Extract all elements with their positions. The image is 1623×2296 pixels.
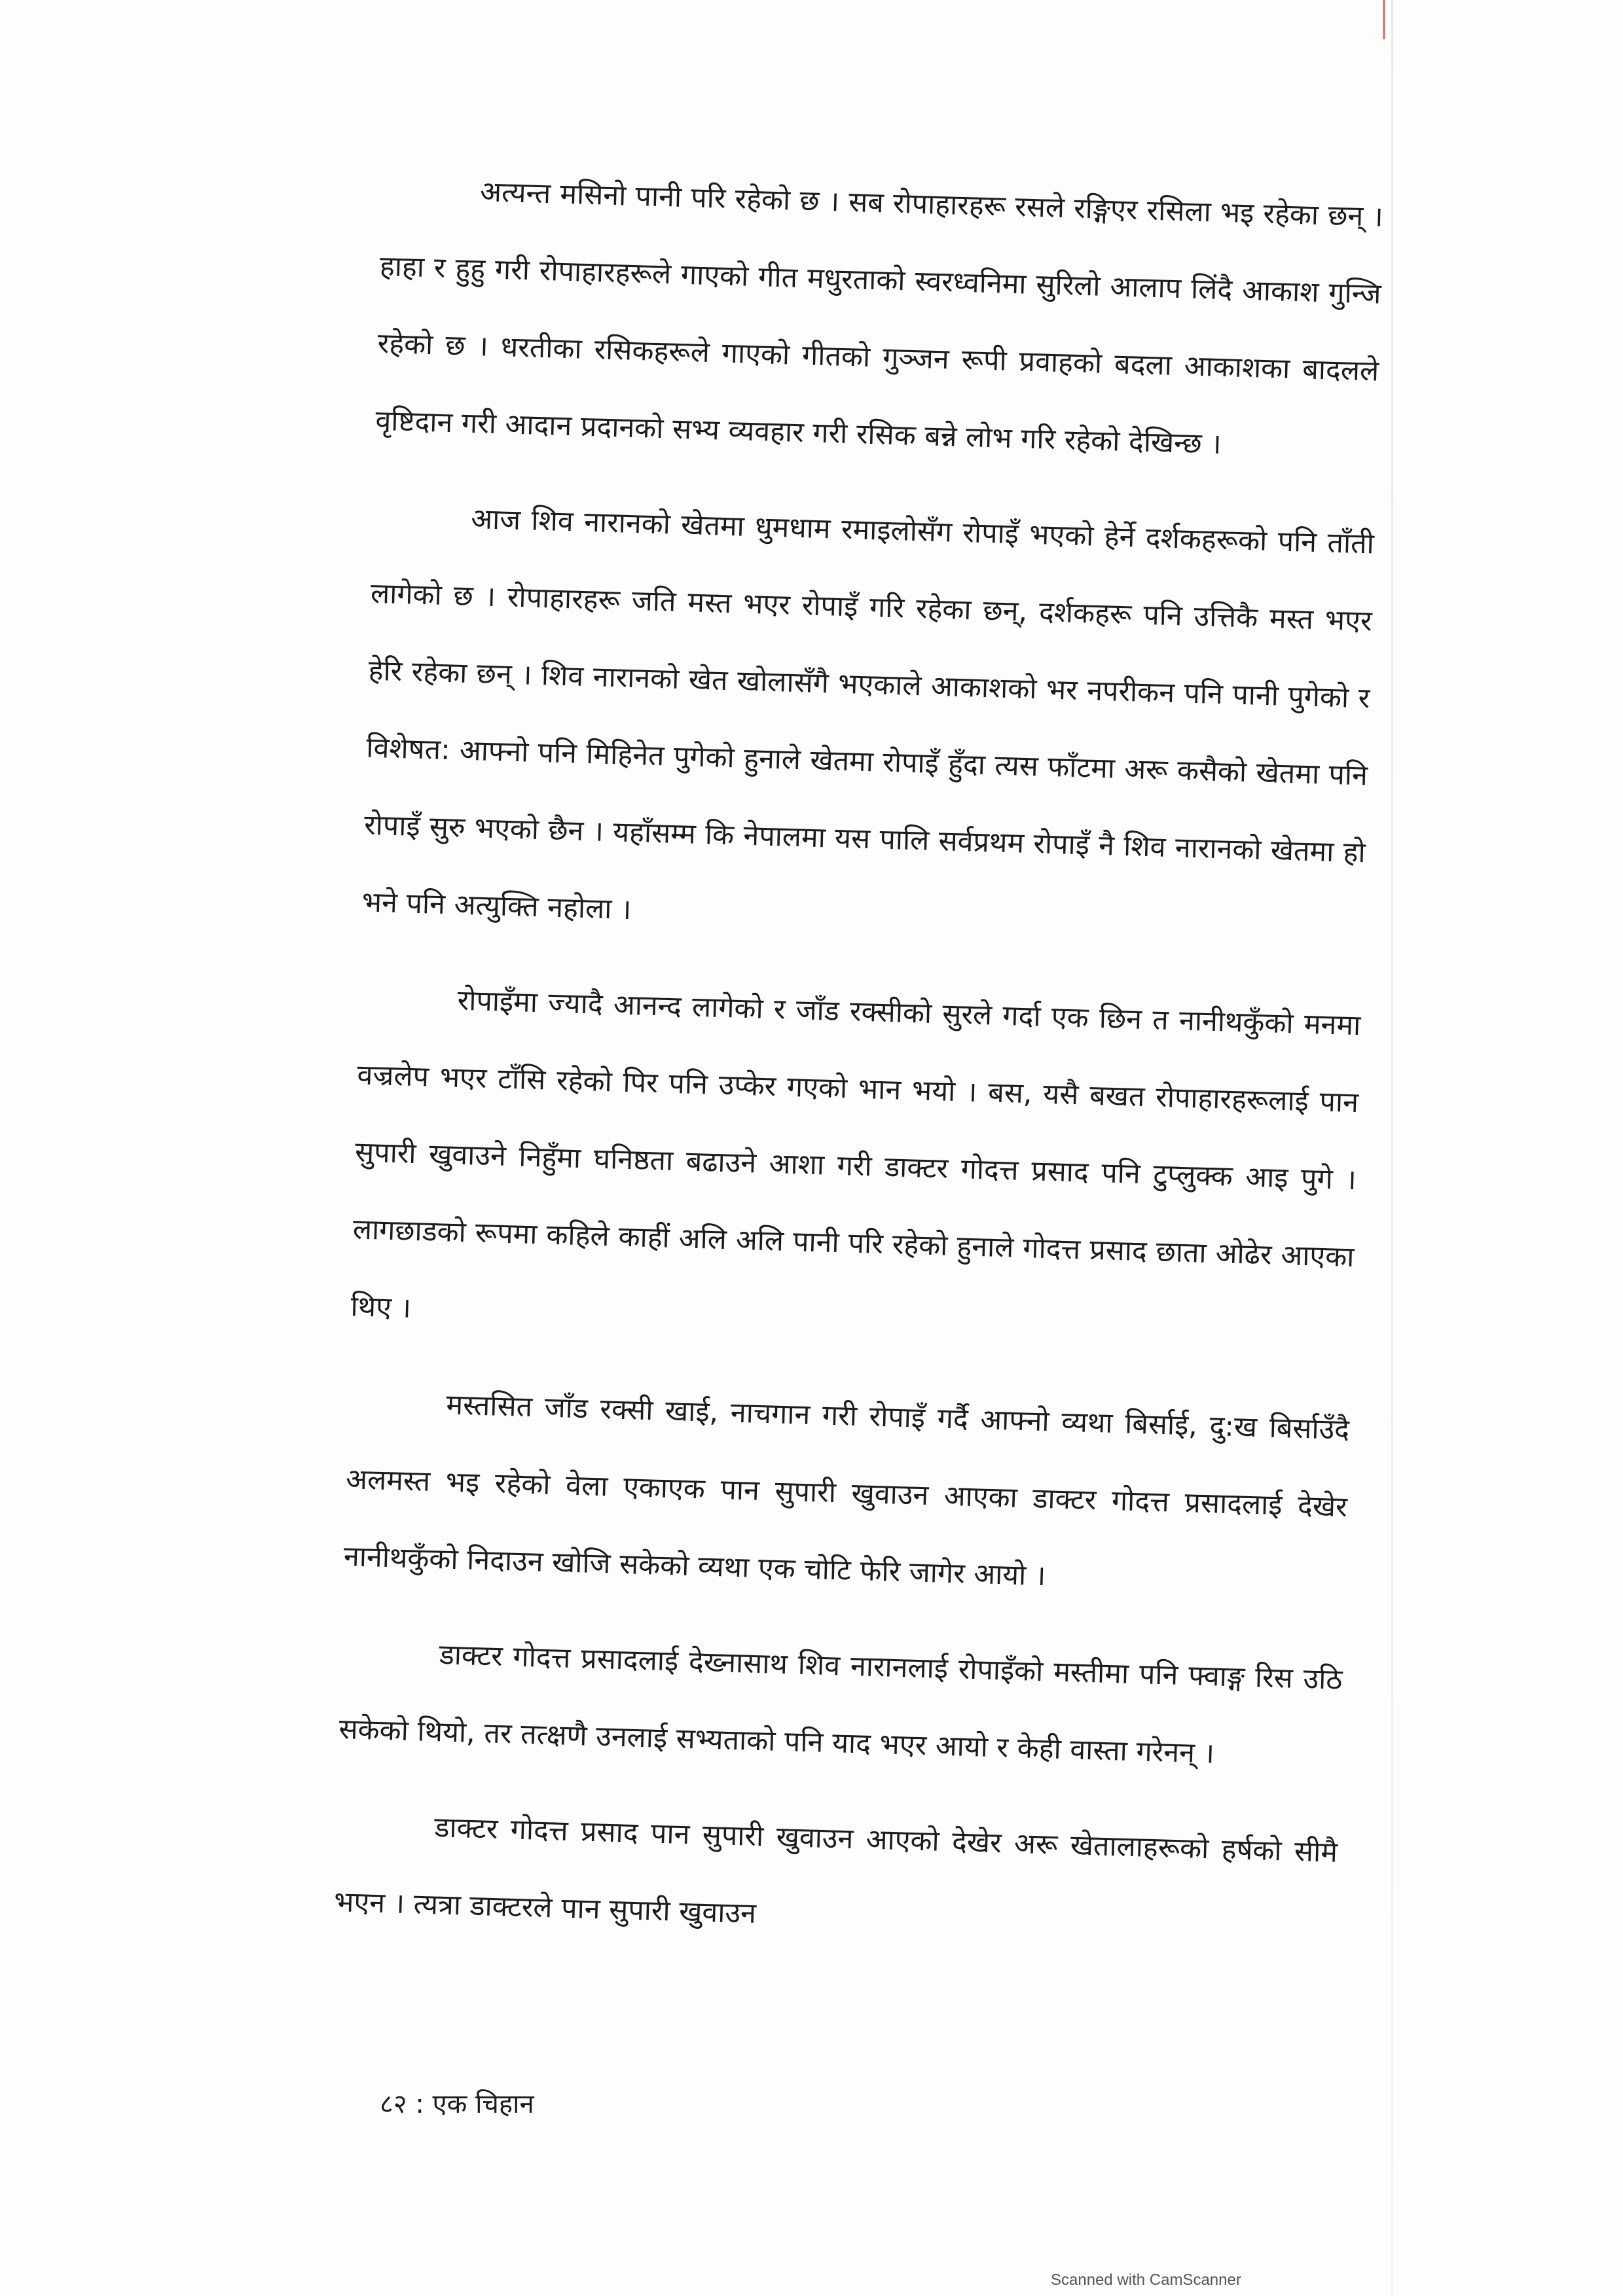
book-title: एक चिहान [432,2089,534,2119]
paragraph-2: आज शिव नारानको खेतमा धुमधाम रमाइलोसँग रोपाइँ भएको हेर्ने दर्शकहरूको पनि ताँती लागेको छ । रोपाहारहरू जति मस्त भएर रोपाइँ गरि रहेका छन्, दर्शकहरू पनि उत्तिकै मस्त भएर हेरि रहेका छन् । शिव नारानको खेत खोलासँगै भएकाले आकाशको भर नपरीकन पनि पानी पुगेको र विशेषत: आफ्नो पनि मिहिनेत पुगेको हुनाले खेतमा रोपाइँ हुँदा त्यस फाँटमा अरू कसैको खेतमा पनि रोपाइँ सुरु भएको छैन । यहाँसम्म कि नेपालमा यस पालि सर्वप्रथम रोपाइँ नै शिव नारानको खेतमा हो भने पनि अत्युक्ति नहोला । [361,502,1375,927]
paragraph-5: डाक्टर गोदत्त प्रसादलाई देख्नासाथ शिव नारानलाई रोपाइँको मस्तीमा पनि फ्वाङ्ग रिस उठि सकेको थियो, तर तत्क्षणै उनलाई सभ्यताको पनि याद भएर आयो र केही वास्ता गरेनन् । [338,1638,1343,1770]
paragraph-4: मस्तसित जाँड रक्सी खाई, नाचगान गरी रोपाइँ गर्दै आफ्नो व्यथा बिर्साई, दु:ख बिर्साउँदै अलमस्त भइ रहेको वेला एकाएक पान सुपारी खुवाउन आएका डाक्टर गोदत्त प्रसादलाई देखेर नानीथकुँको निदाउन खोजि सकेको व्यथा एक चोटि फेरि जागेर आयो । [343,1388,1350,1593]
body-text [333,151,1385,1969]
footer-separator: : [415,2089,424,2119]
page-footer [380,2085,534,2121]
page-edge-shadow [1391,0,1393,2296]
paragraph-3: रोपाइँमा ज्यादै आनन्द लागेको र जाँड रक्सीको सुरले गर्दा एक छिन त नानीथकुँको मनमा वज्रलेप भएर टाँसि रहेको पिर पनि उप्केर गएको भान भयो । बस, यसै बखत रोपाहारहरूलाई पान सुपारी खुवाउने निहुँमा घनिष्ठता बढाउने आशा गरी डाक्टर गोदत्त प्रसाद पनि टुप्लुक्क आइ पुगे । लागछाडको रूपमा कहिले काहीं अलि अलि पानी परि रहेको हुनाले गोदत्त प्रसाद छाता ओढेर आएका थिए । [350,984,1361,1325]
page-number: ८२ [380,2089,407,2119]
page-edge-mark [1383,0,1385,39]
paragraph-6: डाक्टर गोदत्त प्रसाद पान सुपारी खुवाउन आएको देखेर अरू खेतालाहरूको हर्षको सीमै भएन । त्यत्रा डाक्टरले पान सुपारी खुवाउन [333,1811,1338,1930]
scanner-watermark: Scanned with CamScanner [1051,2271,1241,2289]
paragraph-1: अत्यन्त मसिनो पानी परि रहेको छ । सब रोपाहारहरू रसले रङ्गिएर रसिला भइ रहेका छन् । हाहा र हुहु गरी रोपाहारहरूले गाएको गीत मधुरताको स्वरध्वनिमा सुरिलो आलाप लिंदै आकाश गुन्जि रहेको छ । धरतीका रसिकहरूले गाएको गीतको गुञ्जन रूपी प्रवाहको बदला आकाशका बादलले वृष्टिदान गरी आदान प्रदानको सभ्य व्यवहार गरी रसिक बन्ने लोभ गरि रहेको देखिन्छ । [374,175,1384,461]
